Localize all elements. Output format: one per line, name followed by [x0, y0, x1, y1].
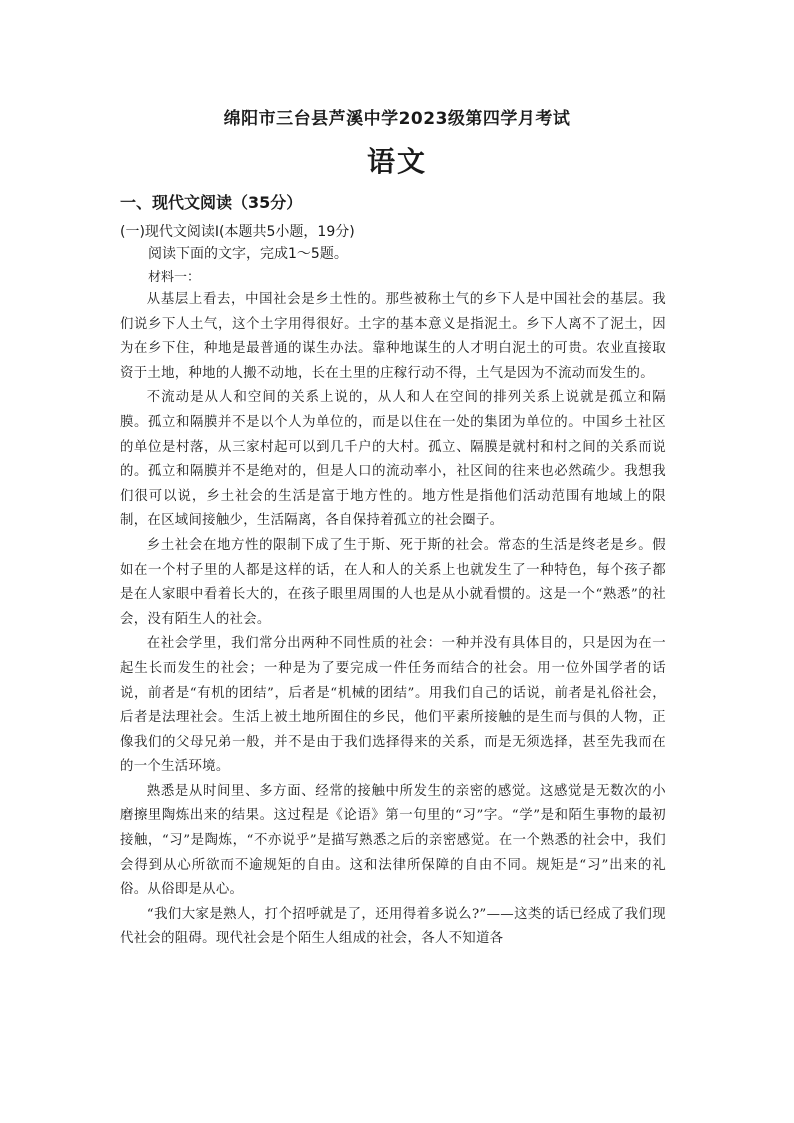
passage-paragraph: 从基层上看去，中国社会是乡土性的。那些被称土气的乡下人是中国社会的基层。我们说乡下人土气，这个土字用得很好。土字的基本意义是指泥土。乡下人离不了泥土，因为在乡下住，种地是最普通的谋生办法。靠种地谋生的人才明白泥土的可贵。农业直接取资于土地，种地的人搬不动地，长在土里的庄稼行动不得，土气是因为不流动而发生的。	[120, 292, 666, 381]
passage-paragraph: 不流动是从人和空间的关系上说的，从人和人在空间的排列关系上说就是孤立和隔膜。孤立和隔膜并不是以个人为单位的，而是以住在一处的集团为单位的。中国乡土社区的单位是村落，从三家村起可以到几千户的大村。孤立、隔膜是就村和村之间的关系而说的。孤立和隔膜并不是绝对的，但是人口的流动率小，社区间的往来也必然疏少。我想我们很可以说，乡土社会的生活是富于地方性的。地方性是指他们活动范围有地域上的限制，在区域间接触少，生活隔离，各自保持着孤立的社会圈子。	[120, 390, 666, 529]
material-label: 材料一：	[148, 270, 201, 285]
reading-instruction: 阅读下面的文字，完成1～5题。	[148, 246, 348, 262]
section-heading: 一、现代文阅读（35分）	[120, 193, 303, 212]
exam-title: 绵阳市三台县芦溪中学2023级第四学月考试	[223, 109, 571, 129]
passage-paragraph: “我们大家是熟人，打个招呼就是了，还用得着多说么?”——这类的话已经成了我们现代社会的阻碍。现代社会是个陌生人组成的社会，各人不知道各	[120, 906, 666, 947]
sub-heading: (一)现代文阅读Ⅰ(本题共5小题，19分)	[120, 224, 355, 240]
passage-paragraph: 在社会学里，我们常分出两种不同性质的社会：一种并没有具体目的，只是因为在一起生长而发生的社会；一种是为了要完成一件任务而结合的社会。用一位外国学者的话说，前者是“有机的团结”，后者是“机械的团结”。用我们自己的话说，前者是礼俗社会，后者是法理社会。生活上被土地所囿住的乡民，他们平素所接触的是生而与俱的人物，正像我们的父母兄弟一般，并不是由于我们选择得来的关系，而是无须选择，甚至先我而在的一个生活环境。	[120, 636, 666, 775]
passage-paragraph: 熟悉是从时间里、多方面、经常的接触中所发生的亲密的感觉。这感觉是无数次的小磨擦里陶炼出来的结果。这过程是《论语》第一句里的“习”字。“学”是和陌生事物的最初接触，“习”是陶炼，“不亦说乎”是描写熟悉之后的亲密感觉。在一个熟悉的社会中，我们会得到从心所欲而不逾规矩的自由。这和法律所保障的自由不同。规矩是“习”出来的礼俗。从俗即是从心。	[120, 783, 666, 898]
passage-paragraph: 乡土社会在地方性的限制下成了生于斯、死于斯的社会。常态的生活是终老是乡。假如在一个村子里的人都是这样的话，在人和人的关系上也就发生了一种特色，每个孩子都是在人家眼中看着长大的，在孩子眼里周围的人也是从小就看惯的。这是一个“熟悉”的社会，没有陌生人的社会。	[120, 537, 666, 627]
subject-title: 语文	[366, 145, 427, 178]
passage-body	[120, 288, 666, 952]
